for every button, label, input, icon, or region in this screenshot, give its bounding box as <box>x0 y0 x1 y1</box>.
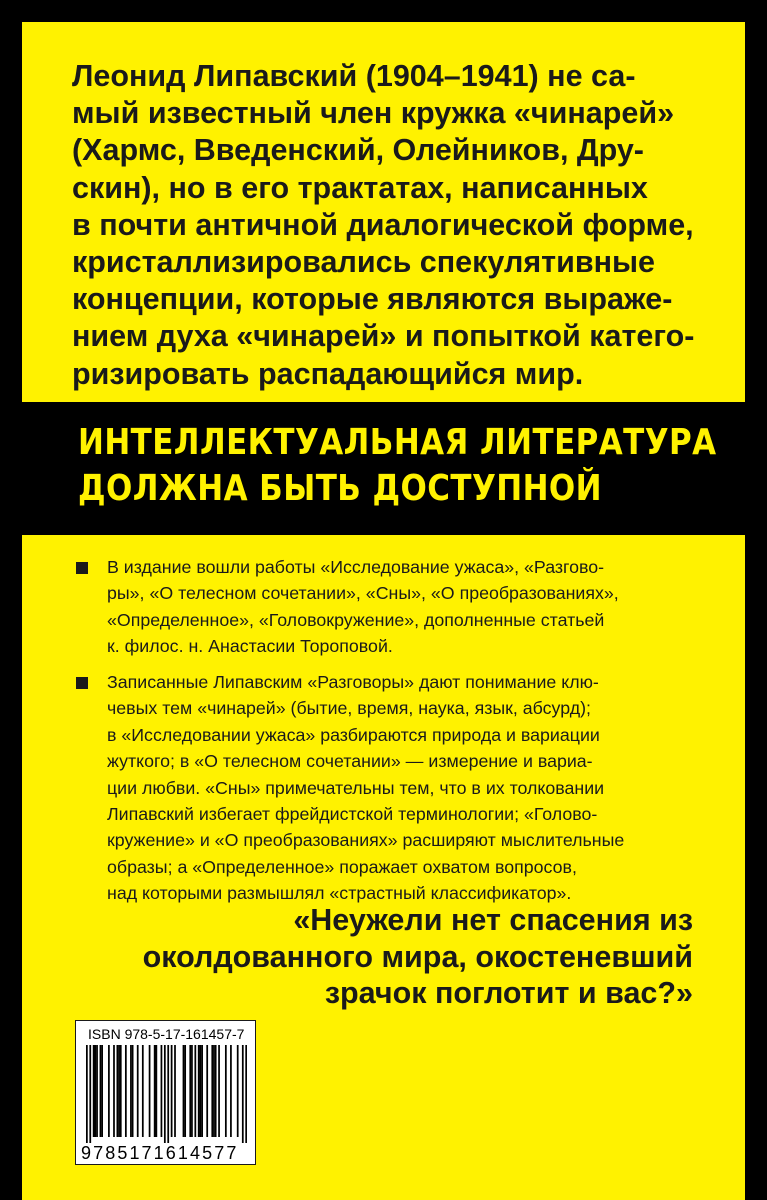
barcode-bar <box>154 1045 156 1137</box>
bullet-line: образы; а «Определенное» поражает охватом вопросов, <box>107 856 577 877</box>
barcode-bar <box>225 1045 227 1137</box>
bullet-line: чевых тем «чинарей» (бытие, время, наука, язык, абсурд); <box>107 698 591 719</box>
bullet-line: ры», «О телесном сочетании», «Сны», «О преобразованиях», <box>107 583 619 604</box>
intro-line: в почти античной диалогической форме, <box>72 207 694 242</box>
barcode-bar <box>191 1045 193 1137</box>
barcode-bar <box>142 1045 144 1137</box>
bullet-line: к. филос. н. Анастасии Тороповой. <box>107 636 393 657</box>
barcode-bar <box>161 1045 163 1137</box>
bullet-square-icon <box>76 562 88 574</box>
barcode-bar <box>245 1045 247 1143</box>
slogan-line: ДОЛЖНА БЫТЬ ДОСТУПНОЙ <box>78 468 603 509</box>
isbn-barcode <box>75 1020 256 1165</box>
pull-quote <box>143 902 693 1012</box>
bullet-line: над которыми размышлял «страстный классификатор». <box>107 883 572 904</box>
bullet-paragraph-themes <box>107 669 707 907</box>
intro-line: концепции, которые являются выраже- <box>72 282 673 317</box>
barcode-bar <box>132 1045 134 1137</box>
barcode-bar <box>96 1045 98 1137</box>
barcode-bar <box>130 1045 132 1137</box>
barcode-bar <box>149 1045 151 1137</box>
intro-line: ризировать распадающийся мир. <box>72 356 584 391</box>
intro-line: скин), но в его трактатах, написанных <box>72 170 648 205</box>
barcode-bar <box>242 1045 244 1143</box>
barcode-bar <box>93 1045 95 1137</box>
bullet-line: В издание вошли работы «Исследование ужаса», «Разгово- <box>107 557 605 577</box>
barcode-bar <box>211 1045 213 1137</box>
slogan-line: ИНТЕЛЛЕКТУАЛЬНАЯ ЛИТЕРАТУРА <box>78 422 717 463</box>
barcode-bar <box>215 1045 217 1137</box>
bullet-line: жуткого; в «О телесном сочетании» — измерение и вариа- <box>107 751 593 772</box>
barcode-bar <box>198 1045 200 1137</box>
intro-line: мый известный член кружка «чинарей» <box>72 96 675 131</box>
bullet-line: кружение» и «О преобразованиях» расширяют мыслительные <box>107 830 625 851</box>
intro-line: кристаллизировались спекулятивные <box>72 245 656 280</box>
barcode-bar <box>189 1045 191 1137</box>
intro-line: Леонид Липавский (1904–1941) не са- <box>72 59 636 93</box>
series-slogan <box>78 420 717 512</box>
ean-digits: 9785171614577 <box>81 1143 239 1163</box>
bullet-line: «Определенное», «Головокружение», дополненные статьей <box>107 609 605 630</box>
barcode-bar <box>137 1045 139 1137</box>
intro-line: нием духа «чинарей» и попыткой катего- <box>72 319 695 354</box>
barcode-bar <box>184 1045 186 1137</box>
barcode-bar <box>218 1045 220 1137</box>
barcode-bars <box>86 1045 247 1143</box>
barcode-bar <box>100 1045 102 1137</box>
barcode-bar <box>94 1045 96 1137</box>
barcode-bar <box>108 1045 110 1137</box>
intro-line: (Хармс, Введенский, Олейников, Дру- <box>72 133 644 168</box>
barcode-bar <box>183 1045 185 1137</box>
barcode-bar <box>167 1045 169 1143</box>
barcode-bar <box>194 1045 196 1137</box>
barcode-bar <box>117 1045 119 1137</box>
quote-line: околдованного мира, окостеневший <box>142 939 693 974</box>
barcode-bar <box>155 1045 157 1137</box>
barcode-bar <box>171 1045 173 1137</box>
barcode-bar <box>164 1045 166 1143</box>
bullet-line: в «Исследовании ужаса» разбираются природа и вариации <box>107 724 600 745</box>
barcode-bar <box>200 1045 202 1137</box>
barcode-bar <box>120 1045 122 1137</box>
barcode-bar <box>213 1045 215 1137</box>
quote-line: «Неужели нет спасения из <box>293 903 693 937</box>
barcode-bar <box>113 1045 115 1137</box>
bullet-square-icon <box>76 677 88 689</box>
barcode-bar <box>101 1045 103 1137</box>
barcode-bar <box>174 1045 176 1137</box>
bullet-line: Липавский избегает фрейдистской терминологии; «Голово- <box>107 804 598 825</box>
intro-panel <box>22 22 745 402</box>
barcode-bar <box>125 1045 127 1137</box>
barcode-bar <box>118 1045 120 1137</box>
barcode-bar <box>237 1045 239 1137</box>
bullet-line: ции любви. «Сны» примечательны тем, что в их толковании <box>107 777 605 798</box>
bullet-line: Записанные Липавским «Разговоры» дают понимание клю- <box>107 672 599 692</box>
barcode-bar <box>206 1045 208 1137</box>
bullet-paragraph-contents <box>107 554 707 660</box>
quote-line: зрачок поглотит и вас?» <box>324 976 693 1010</box>
isbn-label: ISBN 978-5-17-161457-7 <box>88 1026 245 1042</box>
intro-paragraph <box>72 58 712 393</box>
barcode-bar <box>89 1045 91 1143</box>
barcode-bar <box>230 1045 232 1137</box>
barcode-bar <box>201 1045 203 1137</box>
barcode-bar <box>86 1045 88 1143</box>
